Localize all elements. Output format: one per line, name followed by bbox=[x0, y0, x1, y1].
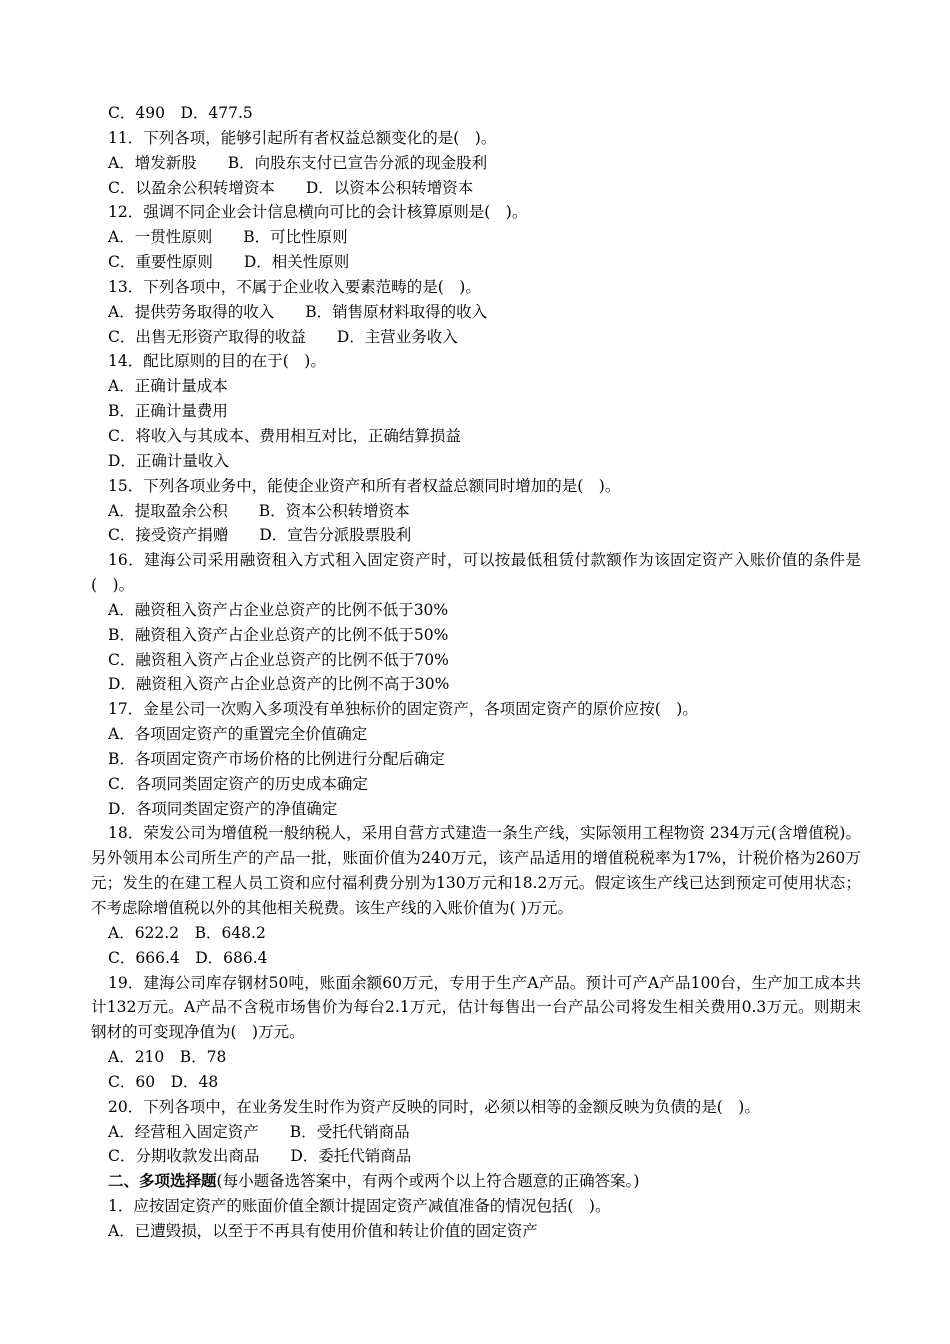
question-line: 14．配比原则的目的在于( )。 bbox=[108, 352, 326, 371]
answer-option: A．提供劳务取得的收入 B．销售原材料取得的收入 bbox=[108, 302, 488, 321]
answer-option: C．出售无形资产取得的收益 D．主营业务收入 bbox=[108, 327, 458, 346]
answer-option: B．融资租入资产占企业总资产的比例不低于50% bbox=[108, 625, 449, 644]
question-line: 17．金星公司一次购入多项没有单独标价的固定资产，各项固定资产的原价应按( )。 bbox=[108, 700, 698, 719]
question-paragraph: 18．荣发公司为增值税一般纳税人，采用自营方式建造一条生产线，实际领用工程物资 234万元(含增值税)。另外领用本公司所生产的产品一批，账面价值为240万元，该产品适用的增值税税率为17%，计税价格为260万元；发生的在建工程人员工资和应付福利费分别为130万元和18.2万元。假定该生产线已达到预定可使用状态；不考虑除增值税以外的其他相关税费。该生产线的入账价值为( )万元。 bbox=[91, 824, 861, 917]
answer-option: A．各项固定资产的重置完全价值确定 bbox=[108, 725, 368, 744]
answer-option: A．正确计量成本 bbox=[108, 377, 228, 396]
question-line: 1．应按固定资产的账面价值全额计提固定资产减值准备的情况包括( )。 bbox=[108, 1197, 611, 1216]
question-line: 15．下列各项业务中，能使企业资产和所有者权益总额同时增加的是( )。 bbox=[108, 476, 621, 495]
answer-option: C．490 D．477.5 bbox=[108, 104, 253, 122]
answer-option: A．经营租入固定资产 B．受托代销商品 bbox=[108, 1122, 410, 1141]
answer-option: A．提取盈余公积 B．资本公积转增资本 bbox=[108, 501, 410, 520]
answer-option: D．融资租入资产占企业总资产的比例不高于30% bbox=[108, 675, 450, 694]
question-line: 11．下列各项，能够引起所有者权益总额变化的是( )。 bbox=[108, 128, 497, 147]
answer-option: C．接受资产捐赠 D．宣告分派股票股利 bbox=[108, 526, 412, 545]
question-paragraph: 19．建海公司库存钢材50吨，账面余额60万元，专用于生产A产品。预计可产A产品100台，生产加工成本共计132万元。A产品不含税市场售价为每台2.1万元，估计每售出一台产品公司将发生相关费用0.3万元。则期末钢材的可变现净值为( )万元。 bbox=[91, 973, 861, 1042]
section-title: 二、多项选择题 bbox=[108, 1171, 217, 1191]
question-paragraph: 16．建海公司采用融资租入方式租入固定资产时，可以按最低租赁付款额作为该固定资产入账价值的条件是( )。 bbox=[91, 551, 861, 595]
section-note: (每小题备选答案中，有两个或两个以上符合题意的正确答案。) bbox=[216, 1172, 640, 1191]
answer-option: A．210 B．78 bbox=[108, 1048, 227, 1067]
answer-option: A．622.2 B．648.2 bbox=[108, 923, 266, 942]
answer-option: C．666.4 D．686.4 bbox=[108, 948, 268, 967]
answer-option: C．60 D．48 bbox=[108, 1072, 219, 1091]
document-body bbox=[91, 101, 861, 1244]
answer-option: A．增发新股 B．向股东支付已宣告分派的现金股利 bbox=[108, 153, 488, 172]
answer-option: B．各项固定资产市场价格的比例进行分配后确定 bbox=[108, 749, 445, 768]
answer-option: C．将收入与其成本、费用相互对比，正确结算损益 bbox=[108, 426, 461, 445]
answer-option: D．正确计量收入 bbox=[108, 451, 229, 470]
answer-option: A．融资租入资产占企业总资产的比例不低于30% bbox=[108, 600, 449, 619]
answer-option: C．分期收款发出商品 D．委托代销商品 bbox=[108, 1147, 412, 1166]
answer-option: D．各项同类固定资产的净值确定 bbox=[108, 799, 338, 818]
answer-option: A．一贯性原则 B．可比性原则 bbox=[108, 228, 348, 247]
question-line: 12．强调不同企业会计信息横向可比的会计核算原则是( )。 bbox=[108, 203, 528, 222]
answer-option: C．重要性原则 D．相关性原则 bbox=[108, 253, 350, 272]
answer-option: C．融资租入资产占企业总资产的比例不低于70% bbox=[108, 650, 449, 669]
answer-option: B．正确计量费用 bbox=[108, 402, 228, 421]
section-heading bbox=[91, 1169, 861, 1194]
answer-option: C．各项同类固定资产的历史成本确定 bbox=[108, 774, 368, 793]
answer-option: C．以盈余公积转增资本 D．以资本公积转增资本 bbox=[108, 178, 474, 197]
answer-option: A．已遭毁损，以至于不再具有使用价值和转让价值的固定资产 bbox=[108, 1221, 538, 1240]
question-line: 20．下列各项中，在业务发生时作为资产反映的同时，必须以相等的金额反映为负债的是( )。 bbox=[108, 1097, 760, 1116]
question-line: 13．下列各项中，不属于企业收入要素范畴的是( )。 bbox=[108, 277, 481, 296]
